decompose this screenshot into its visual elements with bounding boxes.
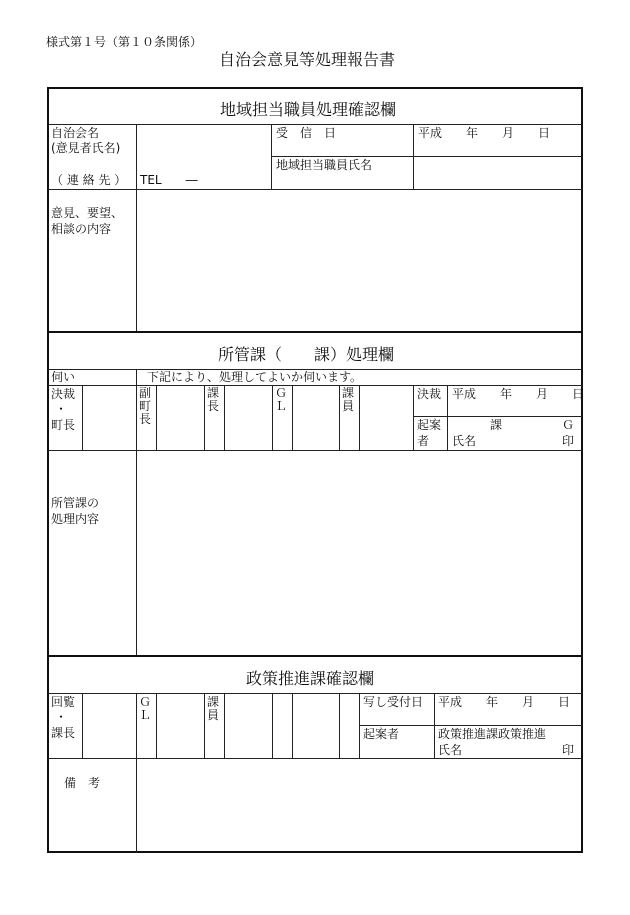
divider: [359, 385, 360, 450]
received-date-label: 受 信 日: [276, 126, 337, 140]
drafter-label-line1: 起案: [417, 418, 442, 432]
process-label-line2: 処理内容: [51, 512, 100, 526]
divider: [156, 693, 157, 758]
inquiry-label: 伺い: [51, 370, 76, 384]
drafter-label: 起案者: [363, 727, 400, 741]
tel-field[interactable]: TEL ―: [140, 173, 198, 187]
divider: [204, 385, 205, 450]
remarks-field[interactable]: [137, 759, 581, 851]
seal-mark: 印: [562, 434, 575, 448]
content-field[interactable]: [137, 190, 581, 331]
section3-heading: 政策推進課確認欄: [246, 669, 375, 688]
process-content-field[interactable]: [137, 451, 581, 654]
divider: [413, 385, 414, 450]
divider: [48, 693, 582, 694]
opinion-person-label: (意見者氏名): [51, 141, 121, 155]
divider: [447, 385, 448, 450]
inquiry-text: 下記により、処理してよいか伺います。: [147, 370, 363, 384]
divider: [224, 693, 225, 758]
section-chief-label: 課長: [206, 386, 219, 413]
divider: [224, 385, 225, 450]
process-label-line1: 所管課の: [51, 496, 100, 510]
divider: [48, 124, 582, 125]
content-label-line2: 相談の内容: [51, 222, 112, 236]
seal-mark: 印: [562, 743, 575, 757]
divider: [292, 693, 293, 758]
divider: [136, 369, 137, 385]
gl-label: ＧＬ: [138, 695, 151, 722]
section2-heading: 所管課（ 課）処理欄: [218, 345, 395, 364]
decision-date-field[interactable]: 平成 年 月 日: [452, 387, 585, 401]
divider: [339, 693, 340, 758]
content-label-line1: 意見、要望、: [51, 206, 124, 220]
section-divider: [48, 331, 582, 333]
circulate-label: 回覧: [51, 695, 76, 709]
divider: [156, 385, 157, 450]
drafter-label-line2: 者: [417, 434, 430, 448]
decision-dot: ・: [55, 402, 68, 416]
circulate-dot: ・: [55, 710, 68, 724]
divider: [272, 385, 273, 450]
contact-label: （ 連 絡 先 ）: [51, 173, 127, 187]
drafter-dept-name: 政策推進課政策推進: [438, 727, 547, 741]
decision-date-label: 決裁: [417, 387, 442, 401]
decision-label: 決裁: [51, 387, 76, 401]
copy-received-date-field[interactable]: 平成 年 月 日: [438, 695, 571, 709]
divider: [48, 385, 582, 386]
divider: [292, 385, 293, 450]
staff-label: 課員: [341, 386, 354, 413]
section1-heading: 地域担当職員処理確認欄: [220, 100, 397, 119]
staff-name-label: 地域担当職員氏名: [276, 158, 373, 172]
drafter-name-label: 氏名: [438, 743, 463, 757]
divider: [204, 693, 205, 758]
document-title: 自治会意見等処理報告書: [219, 50, 396, 69]
divider: [272, 693, 273, 758]
staff-label: 課員: [206, 695, 219, 722]
mayor-label: 町長: [51, 418, 76, 432]
divider: [359, 725, 582, 726]
section-chief-label: 課長: [51, 726, 76, 740]
drafter-name-label: 氏名: [452, 434, 477, 448]
divider: [339, 385, 340, 450]
dept-g: Ｇ: [562, 418, 575, 432]
gl-label: ＧＬ: [274, 386, 287, 413]
jichikai-name-label: 自治会名: [51, 126, 100, 140]
staff-name-field[interactable]: [414, 157, 581, 188]
copy-received-label: 写し受付日: [363, 695, 424, 709]
dept-suffix: 課: [490, 418, 503, 432]
divider: [413, 416, 582, 417]
divider: [82, 385, 83, 450]
section-divider: [48, 655, 582, 657]
received-date-field[interactable]: 平成 年 月 日: [418, 126, 551, 140]
form-number: 様式第１号（第１０条関係）: [46, 35, 203, 49]
divider: [82, 693, 83, 758]
remarks-label: 備 考: [64, 776, 101, 790]
vice-mayor-label: 副町長: [138, 386, 151, 426]
